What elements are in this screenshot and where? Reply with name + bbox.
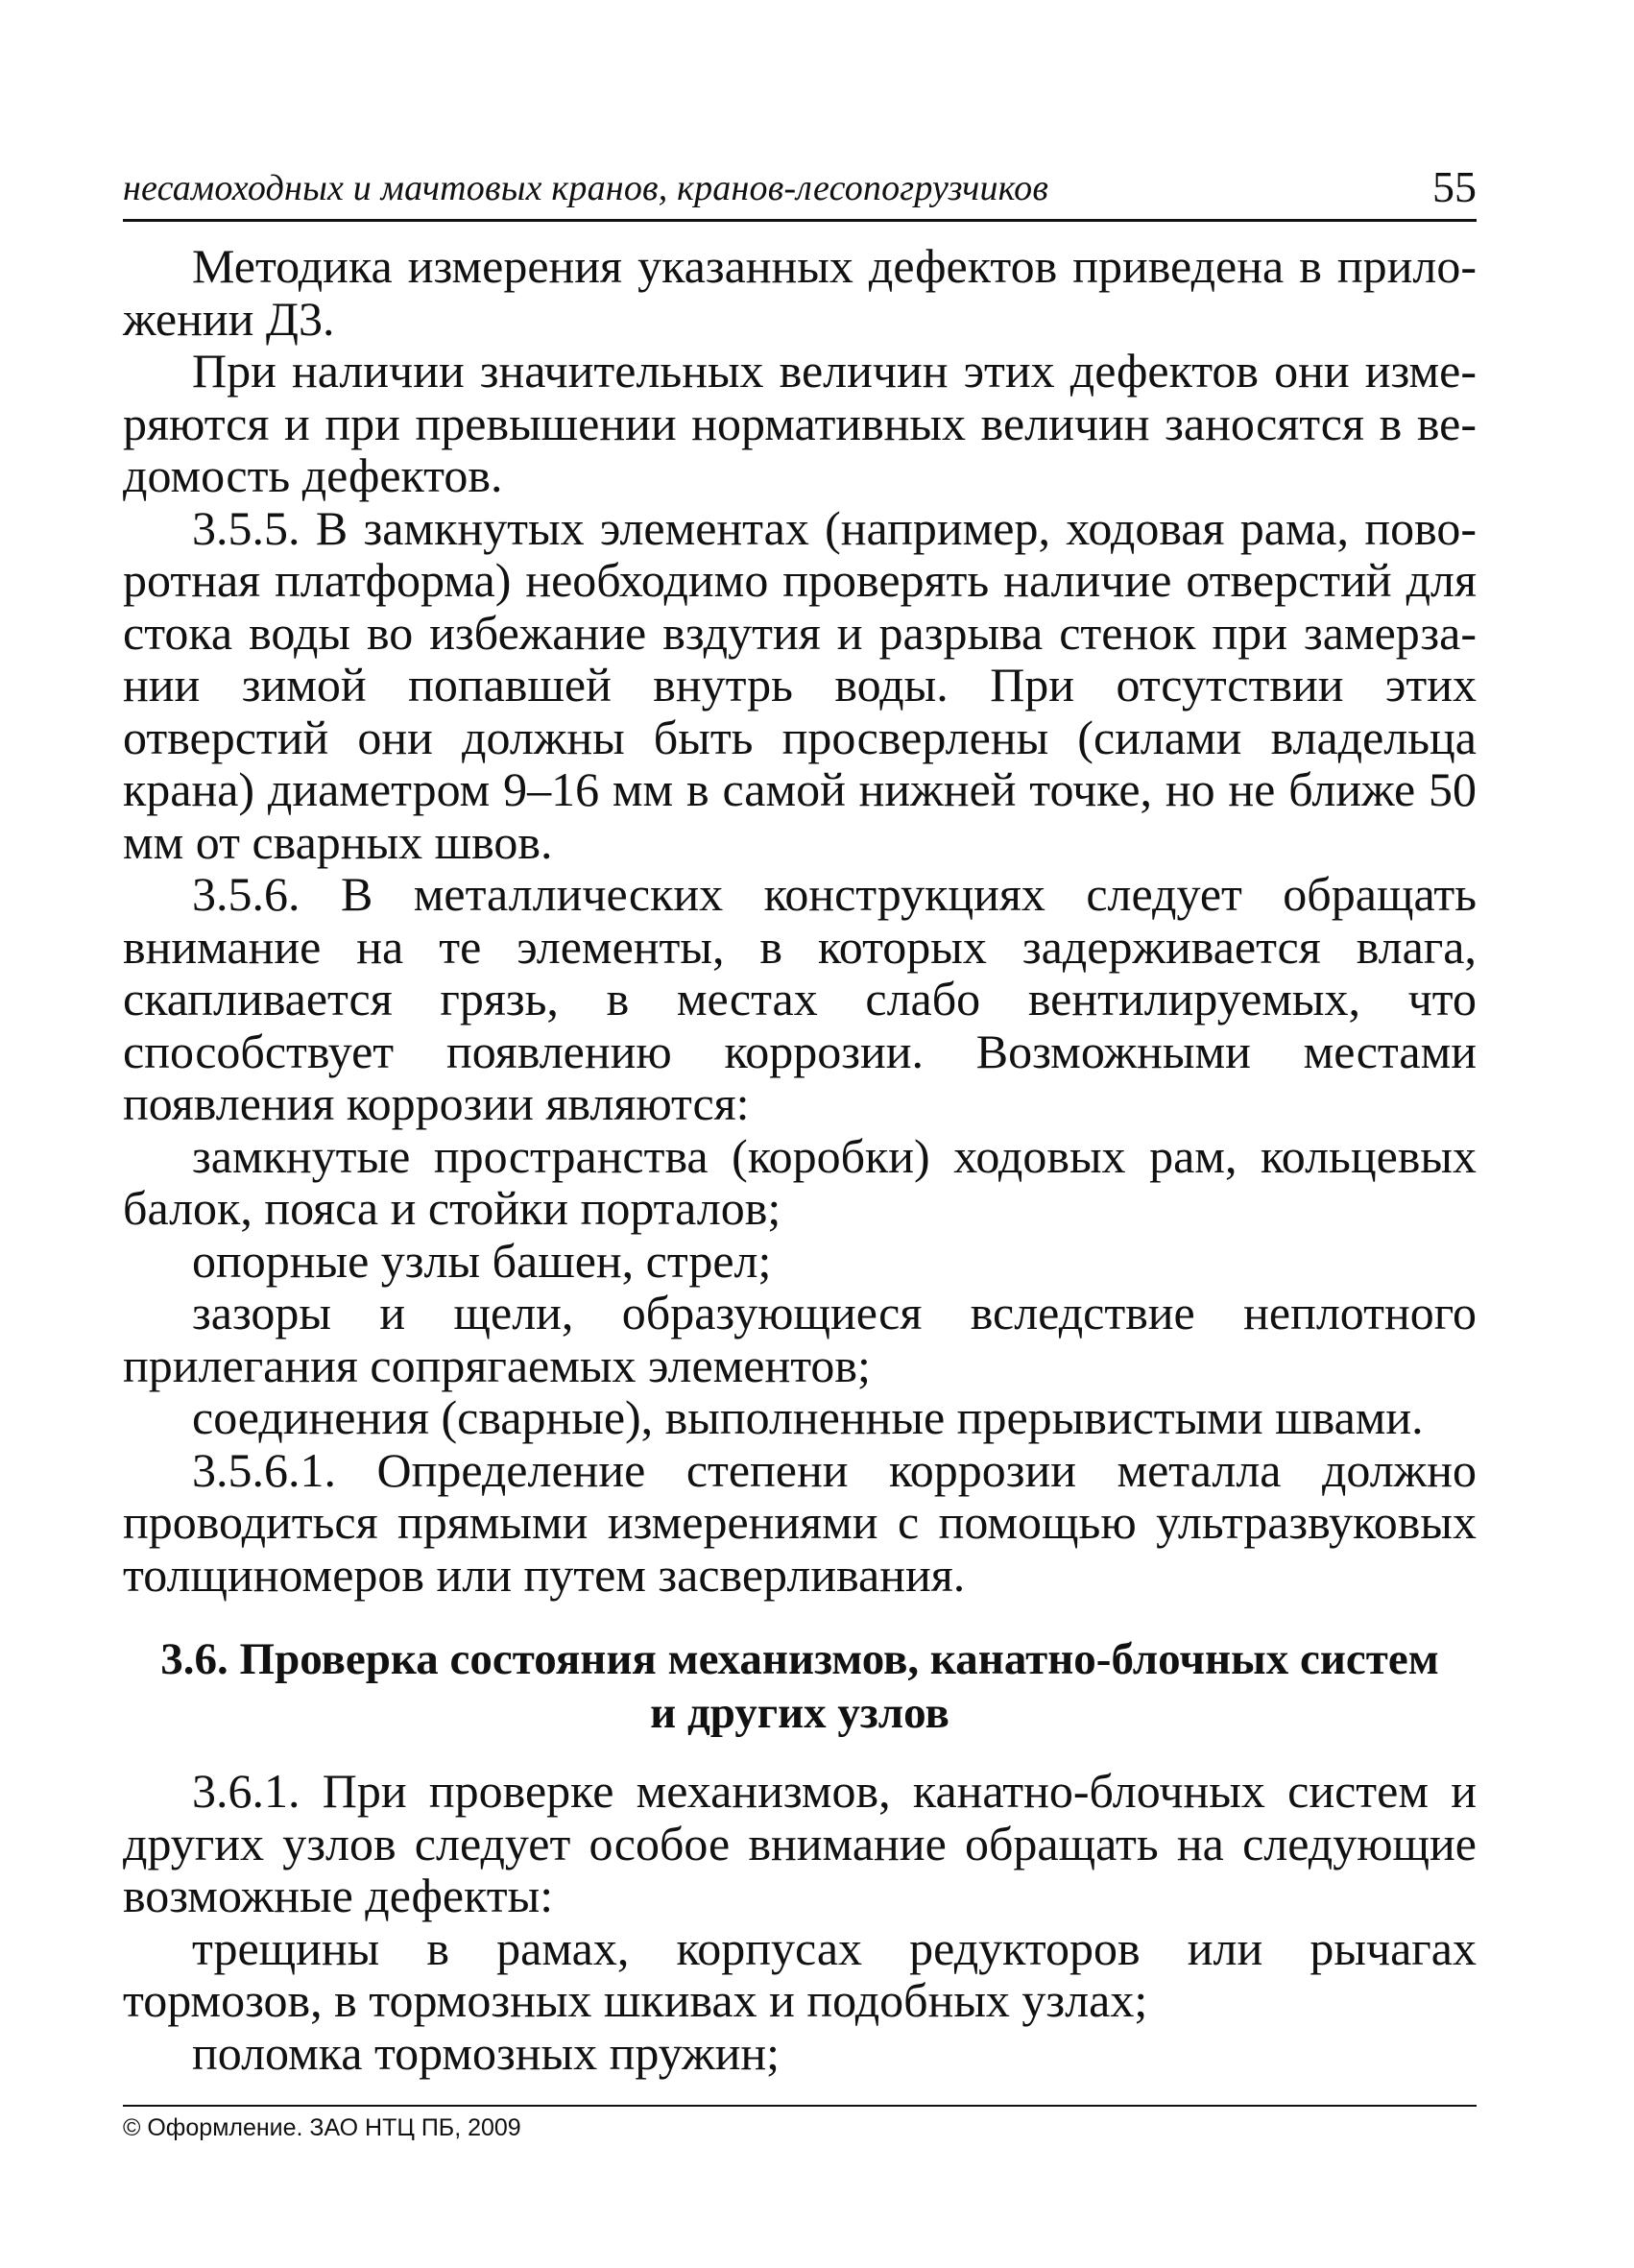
running-header	[123, 161, 1477, 222]
body-text	[123, 240, 1477, 1601]
footer-copyright: © Оформление. ЗАО НТЦ ПБ, 2009	[123, 2114, 521, 2141]
running-title: несамоходных и мачтовых кранов, кранов-лесопогрузчиков	[123, 168, 1049, 208]
footer-rule	[123, 2105, 1477, 2107]
list-item: зазоры и щели, образующиеся вследствие неплотного прилегания сопрягаемых элементов;	[123, 1286, 1477, 1392]
list-item: замкнутые пространства (коробки) ходовых рам, кольцевых балок, пояса и стойки порталов;	[123, 1128, 1477, 1235]
page-number: 55	[1432, 162, 1477, 211]
paragraph: При наличии значительных величин этих дефектов они измеряются и при превышении нормативных величин заносятся в ведомость дефектов.	[123, 344, 1477, 502]
list-item: соединения (сварные), выполненные прерывистыми швами.	[192, 1390, 1424, 1444]
paragraph-3-5-6-1: 3.5.6.1. Определение степени коррозии металла должно проводиться прямыми измерениями с помощью ультразвуковых толщиномеров или путем засверливания.	[123, 1442, 1477, 1602]
list-item: опорные узлы башен, стрел;	[192, 1233, 772, 1288]
paragraph-3-6-1: 3.6.1. При проверке механизмов, канатно-блочных систем и других узлов следует особое внимание обращать на следующие возможные дефекты:	[123, 1764, 1477, 1922]
section-heading-line: и других узлов	[650, 1688, 949, 1738]
list-item: поломка тормозных пружин;	[192, 2025, 781, 2080]
paragraph: Методика измерения указанных дефектов приведена в приложении Д3.	[123, 239, 1477, 346]
section-heading-line: 3.6. Проверка состояния механизмов, канатно-блочных систем	[160, 1634, 1439, 1684]
paragraph-3-5-5: 3.5.5. В замкнутых элементах (например, ходовая рама, поворотная платформа) необходимо проверять наличие отверстий для стока воды во избежание вздутия и разрыва стенок при замерзании зимой попавшей внутрь воды. При отсутствии этих отверстий они должны быть просверлены (силами владельца крана) диаметром 9–16 мм в самой нижней точке, но не ближе 50 мм от сварных швов.	[123, 500, 1477, 869]
paragraph-3-5-6: 3.5.6. В металлических конструкциях следует обращать внимание на те элементы, в которых задерживается влага, скапливается грязь, в местах слабо вентилируемых, что способствует появлению коррозии. Возможными местами появления коррозии являются:	[123, 867, 1477, 1130]
section-heading	[123, 1632, 1477, 1740]
list-item: трещины в рамах, корпусах редукторов или рычагах тормозов, в тормозных шкивах и подобных узлах;	[123, 1920, 1477, 2027]
section-body	[123, 1765, 1477, 2079]
